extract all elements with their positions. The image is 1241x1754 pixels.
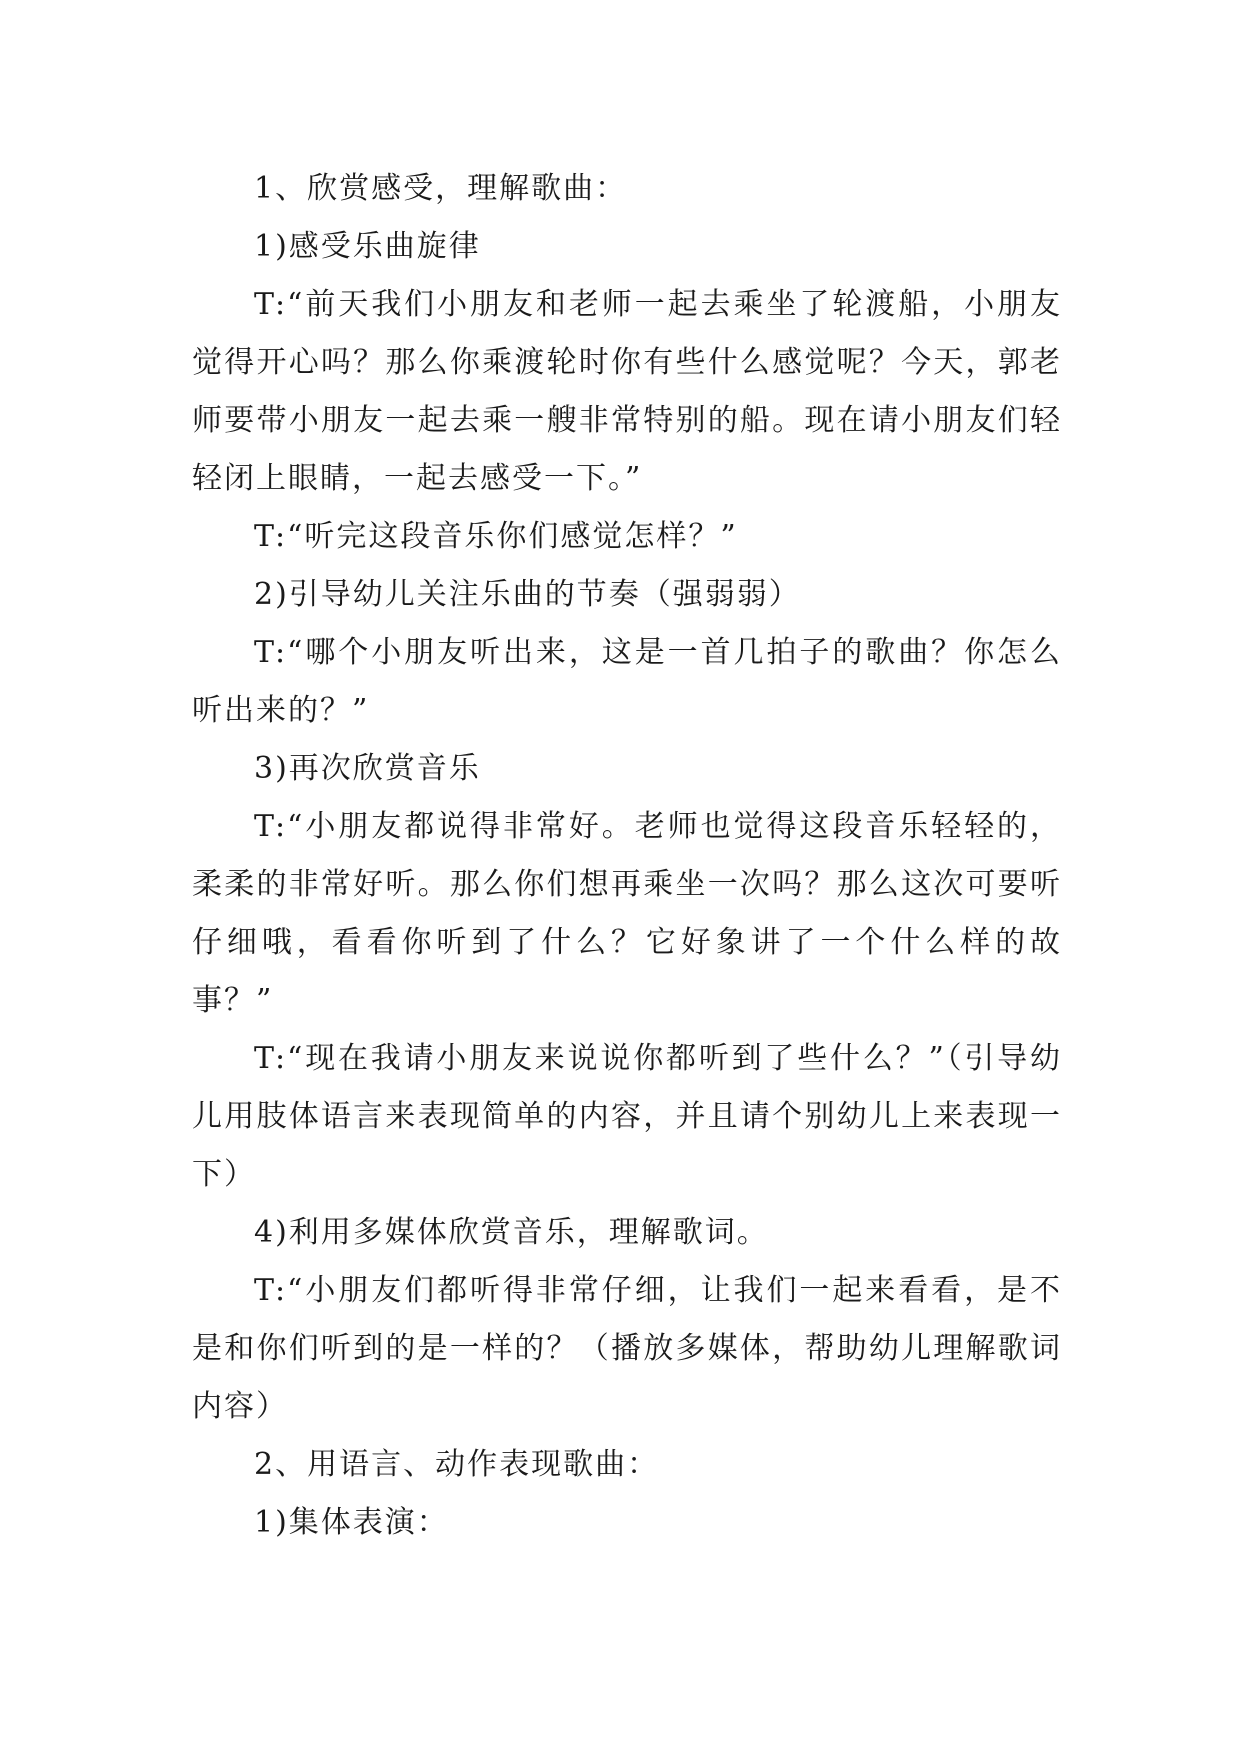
section-heading: 2、用语言、动作表现歌曲： [254,1447,660,1482]
teacher-dialogue: T:“听完这段音乐你们感觉怎样？” [254,519,738,554]
subsection-heading: 3)再次欣赏音乐 [254,751,481,786]
teacher-dialogue: T:“现在我请小朋友来说说你都听到了些什么？”（引导幼儿用肢体语言来表现简单的内容，并且请个别幼儿上来表现一下） [192,1041,1062,1192]
subsection-heading: 2)引导幼儿关注乐曲的节奏（强弱弱） [254,577,801,612]
subsection-heading: 1)集体表演： [254,1505,449,1540]
section-heading: 1、欣赏感受，理解歌曲： [254,171,628,206]
subsection-heading: 4)利用多媒体欣赏音乐，理解歌词。 [254,1215,769,1250]
teacher-dialogue: T:“前天我们小朋友和老师一起去乘坐了轮渡船，小朋友觉得开心吗？那么你乘渡轮时你有些什么感觉呢？今天，郭老师要带小朋友一起去乘一艘非常特别的船。现在请小朋友们轻轻闭上眼睛，一起去感受一下。” [192,287,1062,496]
teacher-dialogue: T:“哪个小朋友听出来，这是一首几拍子的歌曲？你怎么听出来的？” [192,635,1062,728]
document-body [192,160,1062,1552]
subsection-heading: 1)感受乐曲旋律 [254,229,481,264]
teacher-dialogue: T:“小朋友们都听得非常仔细，让我们一起来看看，是不是和你们听到的是一样的？（播放多媒体，帮助幼儿理解歌词内容） [192,1273,1062,1424]
teacher-dialogue: T:“小朋友都说得非常好。老师也觉得这段音乐轻轻的，柔柔的非常好听。那么你们想再乘坐一次吗？那么这次可要听仔细哦，看看你听到了什么？它好象讲了一个什么样的故事？” [192,809,1062,1018]
